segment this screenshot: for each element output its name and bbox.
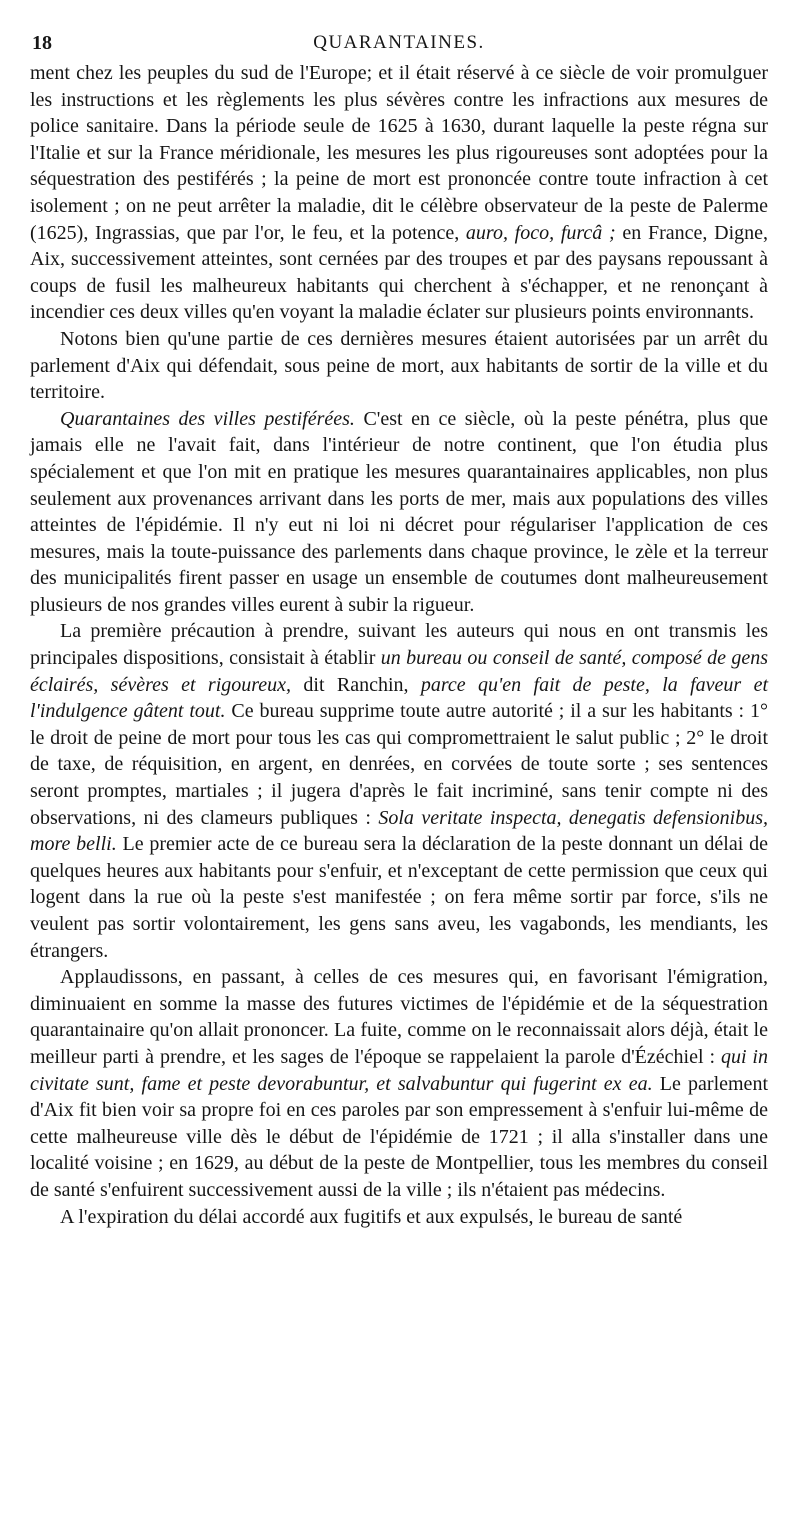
page-header (30, 20, 768, 60)
text-run: en France, Digne, Aix, successivement atteintes, sont cernées par des troupes et par des paysans repoussant à coups de fusil les malheureux habitants qui cherchent à s'échapper, et ne renonçant à incendier ces deux villes qu'en voyant la maladie éclater sur plusieurs points environnants. (30, 221, 769, 324)
text-run: C'est en ce siècle, où la peste pénétra, plus que jamais elle ne l'avait fait, dans l'intérieur de notre continent, que l'on étudia plus spécialement et que l'on mit en pratique les mesures quarantainaires applicables, non plus seulement aux provenances arrivant dans les ports de mer, mais aux populations des villes atteintes de l'épidémie. Il n'y eut ni loi ni décret pour régulariser l'application de ces mesures, mais la toute-puissance des parlements dans chaque province, le zèle et la terreur des municipalités firent passer en usage un ensemble de coutumes dont malheureusement plusieurs de nos grandes villes eurent à subir la rigueur. (30, 407, 768, 616)
text-run: dit Ranchin, (291, 673, 421, 696)
paragraph-4 (30, 618, 768, 964)
italic-quote: un bureau ou conseil de santé, composé de gens éclairés, sévères et rigoureux, (30, 647, 768, 696)
running-title: QUARANTAINES. (313, 32, 485, 53)
text-run: A l'expiration du délai accordé aux fugitifs et aux expulsés, le bureau de santé (60, 1205, 683, 1228)
text-run: ment chez les peuples du sud de l'Europe; et il était réservé à ce siècle de voir promulguer les instructions et les règlements les plus sévères contre les infractions aux mesures de police sanitaire. Dans la période seule de 1625 à 1630, durant laquelle la peste régna sur l'Italie et sur la France méridionale, les mesures les plus rigoureuses sont adoptées pour la séquestration des pestiférés ; la peine de mort est prononcée contre toute infraction à cet isolement ; on ne peut arrêter la maladie, dit le célèbre observateur de la peste de Palerme (1625), Ingrassias, que par l'or, le feu, et la potence, (30, 62, 768, 244)
text-run: Le premier acte de ce bureau sera la déclaration de la peste donnant un délai de quelques heures aux habitants pour s'enfuir, et n'exceptant de cette permission que ceux qui logent dans la rue où la peste s'est manifestée ; on fera même sortir par force, s'ils ne veulent pas sortir volontairement, les gens sans aveu, les vagabonds, les mendiants, les étrangers. (30, 833, 768, 962)
paragraph-5 (30, 964, 768, 1203)
paragraph-3 (30, 406, 768, 619)
text-run: Applaudissons, en passant, à celles de ces mesures qui, en favorisant l'émigration, diminuaient en somme la masse des futures victimes de l'épidémie et de la séquestration quarantainaire qu'on allait prononcer. La fuite, comme on le reconnaissait alors déjà, était le meilleur parti à prendre, et les sages de l'époque se rappelaient la parole d'Ézéchiel : (30, 966, 768, 1068)
body-text (30, 60, 768, 1230)
book-page (30, 20, 768, 1230)
text-run: Le parlement d'Aix fit bien voir sa propre foi en ces paroles par son empressement à s'enfuir lui-même de cette malheureuse ville dès le début de l'épidémie de 1721 ; il alla s'installer dans une localité voisine ; en 1629, au début de la peste de Montpellier, tous les membres du conseil de santé s'enfuirent successivement aussi de la ville ; ils n'étaient pas médecins. (30, 1072, 768, 1201)
paragraph-6 (30, 1204, 768, 1231)
section-heading: Quarantaines des villes pestiférées. (60, 407, 355, 430)
latin-quote: auro, foco, furcâ ; (465, 221, 616, 244)
page-number: 18 (32, 32, 52, 54)
italic-quote: parce qu'en fait de peste, la faveur et l'indulgence gâtent tout. (30, 673, 768, 723)
text-run: Ce bureau supprime toute autre autorité ; il a sur les habitants : 1° le droit de peine de mort pour tous les cas qui compromettraient le salut public ; 2° le droit de taxe, de réquisition, en argent, en denrées, en corvées de toute sorte ; ses sentences seront promptes, martiales ; il jugera d'après le fait incriminé, sans tenir compte ni des observations, ni des clameurs publiques : (30, 700, 769, 829)
latin-quote: qui in civitate sunt, fame et peste devorabuntur, et salvabuntur qui fugerint ex ea. (30, 1045, 768, 1095)
paragraph-2 (30, 326, 768, 406)
text-run: Notons bien qu'une partie de ces dernières mesures étaient autorisées par un arrêt du parlement d'Aix qui défendait, sous peine de mort, aux habitants de sortir de la ville et du territoire. (30, 327, 768, 404)
text-run: La première précaution à prendre, suivant les auteurs qui nous en ont transmis les principales dispositions, consistait à établir (30, 620, 768, 670)
paragraph-1 (30, 60, 768, 326)
latin-quote: Sola veritate inspecta, denegatis defensionibus, more belli. (30, 806, 769, 856)
